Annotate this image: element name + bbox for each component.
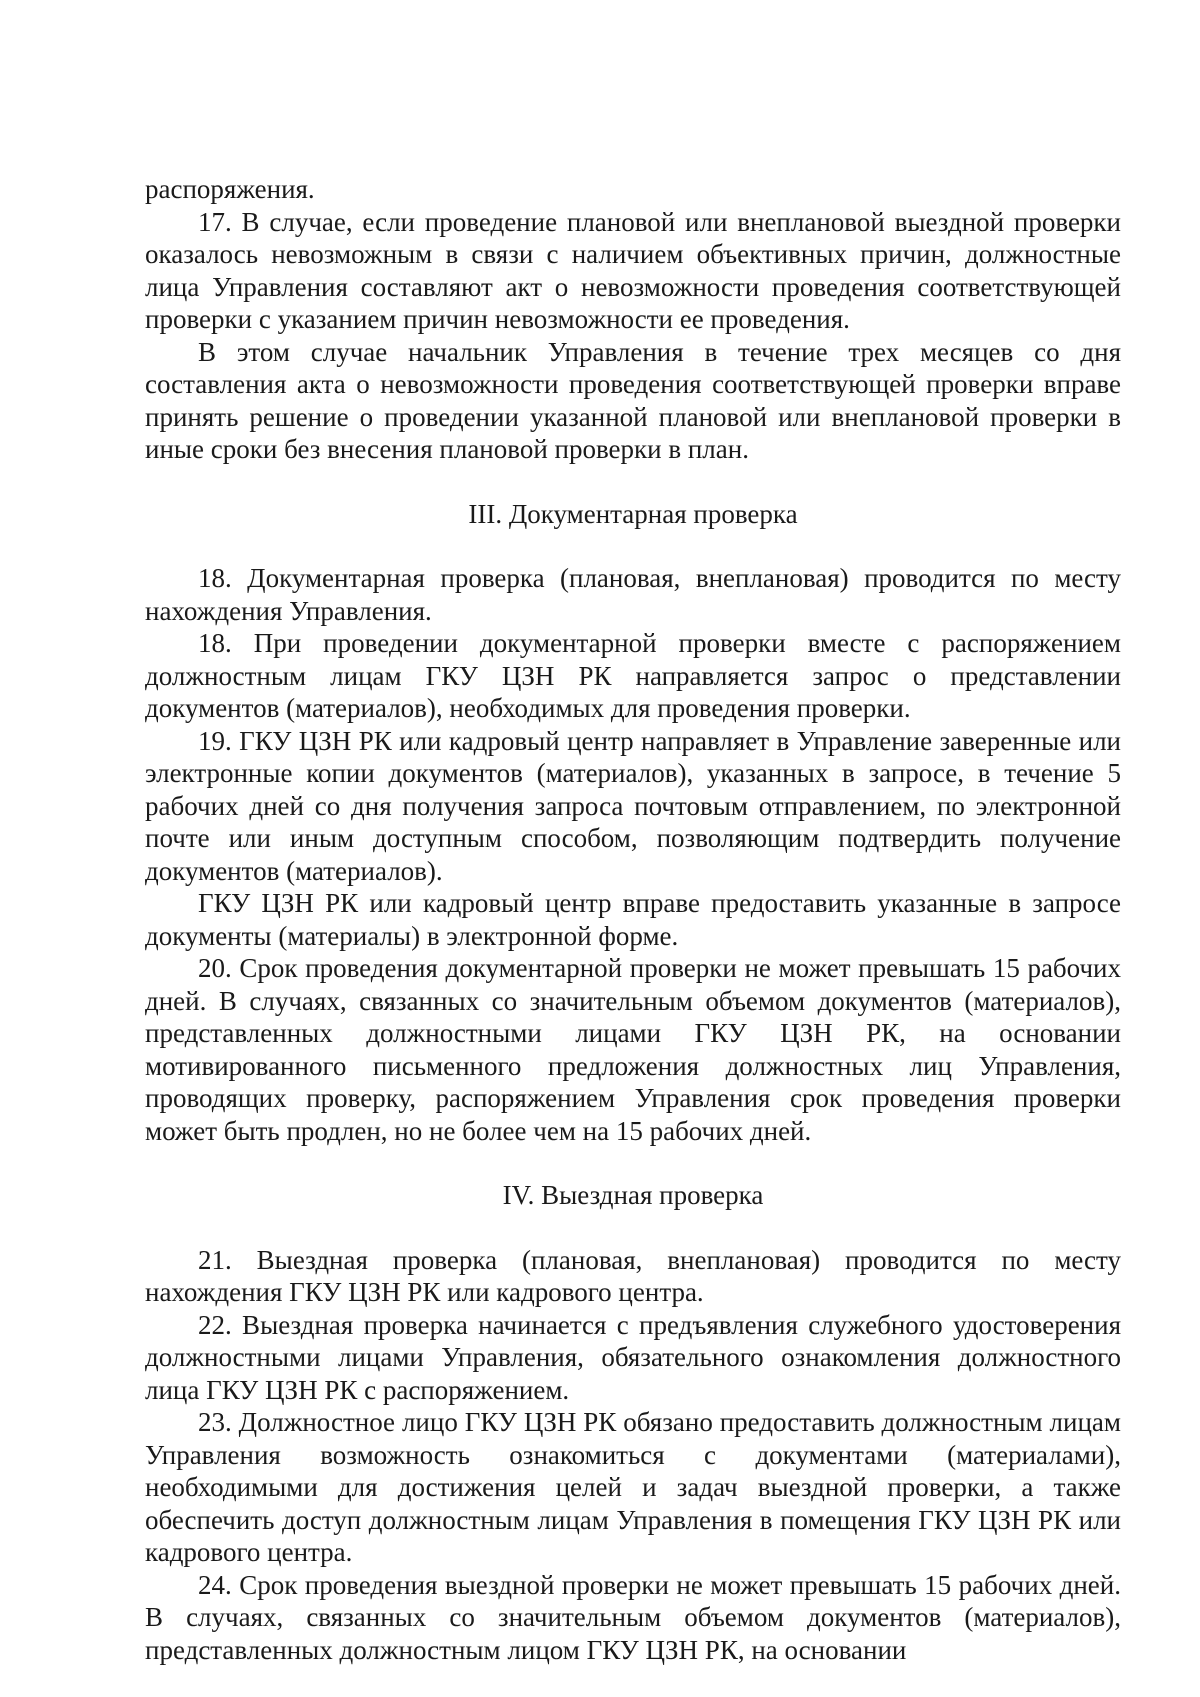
paragraph-24: 24. Срок проведения выездной проверки не может превышать 15 рабочих дней. В случаях, связанных со значительным объемом документов (материалов), представленных должностным лицом ГКУ ЦЗН РК, на основании [145, 1569, 1121, 1665]
document-page [145, 173, 1121, 1666]
paragraph-18b: 18. При проведении документарной проверки вместе с распоряжением должностным лицам ГКУ ЦЗН РК направляется запрос о представлении документов (материалов), необходимых для проведения проверки. [145, 628, 1121, 723]
paragraph-22: 22. Выездная проверка начинается с предъявления служебного удостоверения должностными лицами Управления, обязательного ознакомления должностного лица ГКУ ЦЗН РК с распоряжением. [145, 1309, 1121, 1405]
paragraph-19-note: ГКУ ЦЗН РК или кадровый центр вправе предоставить указанные в запросе документы (материалы) в электронной форме. [145, 888, 1121, 951]
paragraph-23: 23. Должностное лицо ГКУ ЦЗН РК обязано предоставить должностным лицам Управления возможность ознакомиться с документами (материалами), необходимыми для достижения целей и задач выездной проверки, а также обеспечить доступ должностным лицам Управления в помещения ГКУ ЦЗН РК или кадрового центра. [145, 1407, 1121, 1567]
paragraph-19: 19. ГКУ ЦЗН РК или кадровый центр направляет в Управление заверенные или электронные копии документов (материалов), указанных в запросе, в течение 5 рабочих дней со дня получения запроса почтовым отправлением, по электронной почте или иным доступным способом, позволяющим подтвердить получение документов (материалов). [145, 725, 1121, 886]
paragraph-17-note: В этом случае начальник Управления в течение трех месяцев со дня составления акта о невозможности проведения соответствующей проверки вправе принять решение о проведении указанной плановой или внеплановой проверки в иные сроки без внесения плановой проверки в план. [145, 336, 1121, 464]
paragraph-17: 17. В случае, если проведение плановой или внеплановой выездной проверки оказалось невозможным в связи с наличием объективных причин, должностные лица Управления составляют акт о невозможности проведения соответствующей проверки с указанием причин невозможности ее проведения. [145, 206, 1121, 334]
section-heading-onsite: IV. Выездная проверка [502, 1180, 764, 1210]
paragraph-continuation: распоряжения. [145, 174, 315, 204]
paragraph-18a: 18. Документарная проверка (плановая, внеплановая) проводится по месту нахождения Управления. [145, 563, 1121, 626]
paragraph-21: 21. Выездная проверка (плановая, внеплановая) проводится по месту нахождения ГКУ ЦЗН РК или кадрового центра. [145, 1244, 1121, 1307]
section-heading-documentary: III. Документарная проверка [468, 498, 798, 529]
paragraph-20: 20. Срок проведения документарной проверки не может превышать 15 рабочих дней. В случаях, связанных со значительным объемом документов (материалов), представленных должностными лицами ГКУ ЦЗН РК, на основании мотивированного письменного предложения должностных лиц Управления, проводящих проверку, распоряжением Управления срок проведения проверки может быть продлен, но не более чем на 15 рабочих дней. [145, 953, 1121, 1146]
